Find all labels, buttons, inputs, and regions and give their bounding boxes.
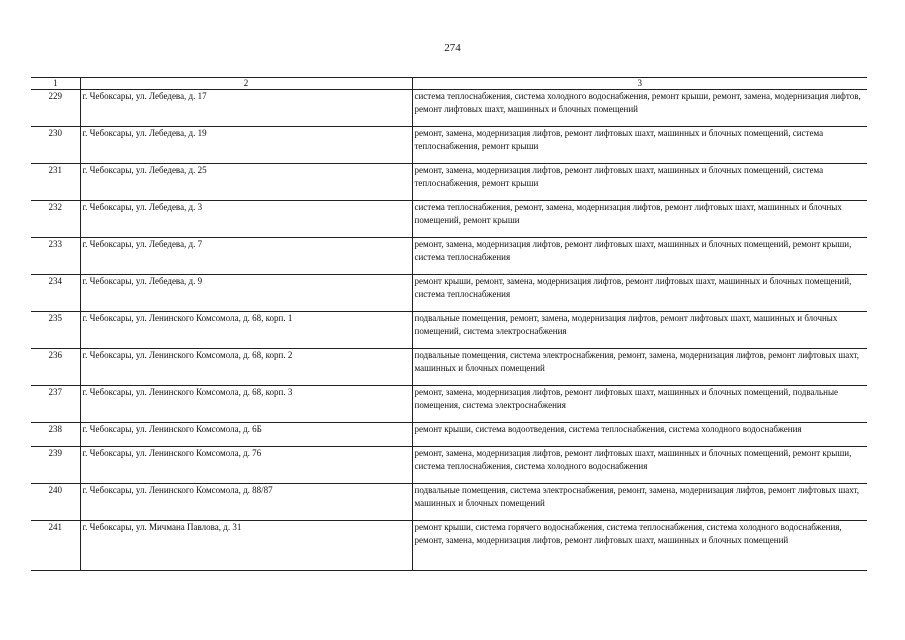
row-address: г. Чебоксары, ул. Лебедева, д. 19 [80,127,412,164]
row-number: 240 [31,484,80,521]
row-address: г. Чебоксары, ул. Ленинского Комсомола, д. 88/87 [80,484,412,521]
row-number: 241 [31,521,80,571]
table-row [31,423,867,447]
column-header-1: 1 [31,78,80,90]
table-row [31,484,867,521]
row-address: г. Чебоксары, ул. Ленинского Комсомола, д. 68, корп. 3 [80,386,412,423]
column-header-2: 2 [80,78,412,90]
table-row [31,90,867,127]
table-row [31,238,867,275]
row-number: 239 [31,447,80,484]
row-number: 230 [31,127,80,164]
table-row [31,386,867,423]
column-header-3: 3 [412,78,867,90]
row-works: подвальные помещения, система электроснабжения, ремонт, замена, модернизация лифтов, ремонт лифтовых шахт, машинных и блочных помещений [412,484,867,521]
row-address: г. Чебоксары, ул. Лебедева, д. 17 [80,90,412,127]
row-address: г. Чебоксары, ул. Лебедева, д. 7 [80,238,412,275]
row-works: ремонт, замена, модернизация лифтов, ремонт лифтовых шахт, машинных и блочных помещений, система теплоснабжения, ремонт крыши [412,164,867,201]
row-works: система теплоснабжения, система холодного водоснабжения, ремонт крыши, ремонт, замена, модернизация лифтов, ремонт лифтовых шахт, машинных и блочных помещений [412,90,867,127]
row-number: 229 [31,90,80,127]
row-address: г. Чебоксары, ул. Ленинского Комсомола, д. 76 [80,447,412,484]
row-works: подвальные помещения, система электроснабжения, ремонт, замена, модернизация лифтов, ремонт лифтовых шахт, машинных и блочных помещений [412,349,867,386]
row-address: г. Чебоксары, ул. Лебедева, д. 9 [80,275,412,312]
row-number: 234 [31,275,80,312]
houses-table [31,77,867,571]
table-row [31,275,867,312]
table-row [31,447,867,484]
row-works: ремонт крыши, система горячего водоснабжения, система теплоснабжения, система холодного водоснабжения, ремонт, замена, модернизация лифтов, ремонт лифтовых шахт, машинных и блочных помещений [412,521,867,571]
table-row [31,127,867,164]
row-number: 236 [31,349,80,386]
row-works: ремонт, замена, модернизация лифтов, ремонт лифтовых шахт, машинных и блочных помещений, система теплоснабжения, ремонт крыши [412,127,867,164]
row-address: г. Чебоксары, ул. Лебедева, д. 25 [80,164,412,201]
row-number: 233 [31,238,80,275]
row-works: подвальные помещения, ремонт, замена, модернизация лифтов, ремонт лифтовых шахт, машинных и блочных помещений, система электроснабжения [412,312,867,349]
row-address: г. Чебоксары, ул. Мичмана Павлова, д. 31 [80,521,412,571]
row-number: 231 [31,164,80,201]
table-row [31,312,867,349]
row-address: г. Чебоксары, ул. Лебедева, д. 3 [80,201,412,238]
row-works: ремонт крыши, система водоотведения, система теплоснабжения, система холодного водоснабжения [412,423,867,447]
row-address: г. Чебоксары, ул. Ленинского Комсомола, д. 6Б [80,423,412,447]
row-address: г. Чебоксары, ул. Ленинского Комсомола, д. 68, корп. 1 [80,312,412,349]
table-row [31,164,867,201]
row-number: 238 [31,423,80,447]
table-row [31,349,867,386]
page-number: 274 [444,42,461,54]
row-number: 235 [31,312,80,349]
table-row [31,201,867,238]
row-works: ремонт крыши, ремонт, замена, модернизация лифтов, ремонт лифтовых шахт, машинных и блочных помещений, система теплоснабжения [412,275,867,312]
row-number: 237 [31,386,80,423]
row-works: система теплоснабжения, ремонт, замена, модернизация лифтов, ремонт лифтовых шахт, машинных и блочных помещений, ремонт крыши [412,201,867,238]
row-number: 232 [31,201,80,238]
table-header-row [31,78,867,90]
table-row [31,521,867,571]
row-works: ремонт, замена, модернизация лифтов, ремонт лифтовых шахт, машинных и блочных помещений, ремонт крыши, система теплоснабжения [412,238,867,275]
row-address: г. Чебоксары, ул. Ленинского Комсомола, д. 68, корп. 2 [80,349,412,386]
row-works: ремонт, замена, модернизация лифтов, ремонт лифтовых шахт, машинных и блочных помещений, ремонт крыши, система теплоснабжения, система холодного водоснабжения [412,447,867,484]
row-works: ремонт, замена, модернизация лифтов, ремонт лифтовых шахт, машинных и блочных помещений, подвальные помещения, система электроснабжения [412,386,867,423]
